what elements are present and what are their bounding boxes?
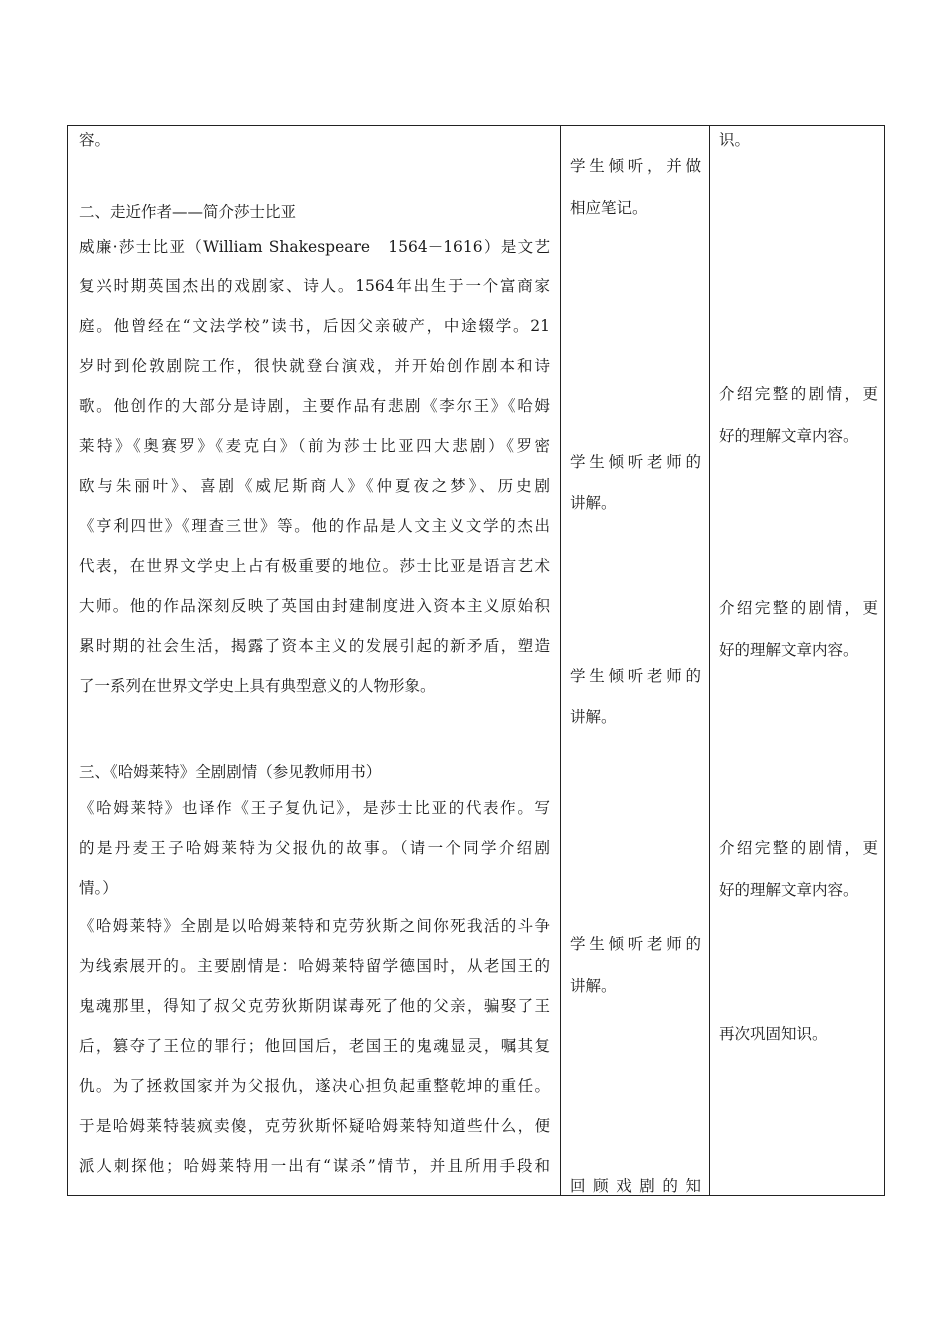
teaching-content-cell [68, 126, 560, 1195]
section-heading: 二、走近作者——简介莎士比亚 [79, 203, 297, 221]
content-line: 累时期的社会生活，揭露了资本主义的发展引起的新矛盾，塑造 [79, 637, 550, 655]
lesson-plan-table [67, 125, 885, 1196]
content-line: 仇。为了拯救国家并为父报仇，遂决心担负起重整乾坤的重任。 [79, 1077, 550, 1095]
content-line: 欧与朱丽叶》、喜剧《威尼斯商人》《仲夏夜之梦》、历史剧 [79, 477, 550, 495]
activity-line: 学生倾听，并做 [570, 157, 701, 175]
content-line: 大师。他的作品深刻反映了英国由封建制度进入资本主义原始积 [79, 597, 550, 615]
content-line: 鬼魂那里，得知了叔父克劳狄斯阴谋毒死了他的父亲，骗娶了王 [79, 997, 550, 1015]
activity-line: 讲解。 [570, 494, 617, 512]
intent-line: 介绍完整的剧情，更 [719, 839, 878, 857]
intent-line: 好的理解文章内容。 [719, 427, 859, 445]
intent-line: 介绍完整的剧情，更 [719, 599, 878, 617]
content-line: 容。 [79, 131, 111, 149]
content-line: 于是哈姆莱特装疯卖傻，克劳狄斯怀疑哈姆莱特知道些什么，便 [79, 1117, 550, 1135]
content-line: 《亨利四世》《理查三世》等。他的作品是人文主义文学的杰出 [79, 517, 550, 535]
intent-line: 介绍完整的剧情，更 [719, 385, 878, 403]
activity-line: 学生倾听老师的 [570, 667, 701, 685]
design-intent-cell [709, 126, 886, 1195]
activity-line: 讲解。 [570, 977, 617, 995]
section-heading: 三、《哈姆莱特》全剧剧情（参见教师用书） [79, 763, 382, 781]
activity-line: 学生倾听老师的 [570, 453, 701, 471]
activity-line: 讲解。 [570, 708, 617, 726]
activity-line: 学生倾听老师的 [570, 935, 701, 953]
content-line: 情。） [79, 879, 118, 897]
content-line: 莱特》《奥赛罗》《麦克白》（前为莎士比亚四大悲剧）《罗密 [79, 437, 550, 455]
content-line: 为线索展开的。主要剧情是：哈姆莱特留学德国时，从老国王的 [79, 957, 550, 975]
intent-line: 再次巩固知识。 [719, 1025, 828, 1043]
content-line: 《哈姆莱特》全剧是以哈姆莱特和克劳狄斯之间你死我活的斗争 [79, 917, 550, 935]
intent-line: 好的理解文章内容。 [719, 641, 859, 659]
content-line: 的是丹麦王子哈姆莱特为父报仇的故事。（请一个同学介绍剧 [79, 839, 550, 857]
content-line: 庭。他曾经在“文法学校”读书，后因父亲破产，中途辍学。21 [79, 317, 550, 335]
content-line: 歌。他创作的大部分是诗剧，主要作品有悲剧《李尔王》《哈姆 [79, 397, 550, 415]
content-line: 代表，在世界文学史上占有极重要的地位。莎士比亚是语言艺术 [79, 557, 550, 575]
content-line: 威廉·莎士比亚（William Shakespeare 1564－1616）是文艺 [79, 238, 550, 256]
intent-line: 好的理解文章内容。 [719, 881, 859, 899]
content-line: 派人刺探他；哈姆莱特用一出有“谋杀”情节，并且所用手段和 [79, 1157, 550, 1175]
content-line: 了一系列在世界文学史上具有典型意义的人物形象。 [79, 677, 436, 695]
content-line: 复兴时期英国杰出的戏剧家、诗人。1564年出生于一个富商家 [79, 277, 550, 295]
content-line: 岁时到伦敦剧院工作，很快就登台演戏，并开始创作剧本和诗 [79, 357, 550, 375]
intent-line: 识。 [719, 131, 751, 149]
activity-line: 回顾戏剧的知 [570, 1177, 701, 1195]
content-line: 《哈姆莱特》也译作《王子复仇记》，是莎士比亚的代表作。写 [79, 799, 550, 817]
activity-line: 相应笔记。 [570, 199, 648, 217]
content-line: 后，篡夺了王位的罪行；他回国后，老国王的鬼魂显灵，嘱其复 [79, 1037, 550, 1055]
student-activity-cell [560, 126, 709, 1195]
